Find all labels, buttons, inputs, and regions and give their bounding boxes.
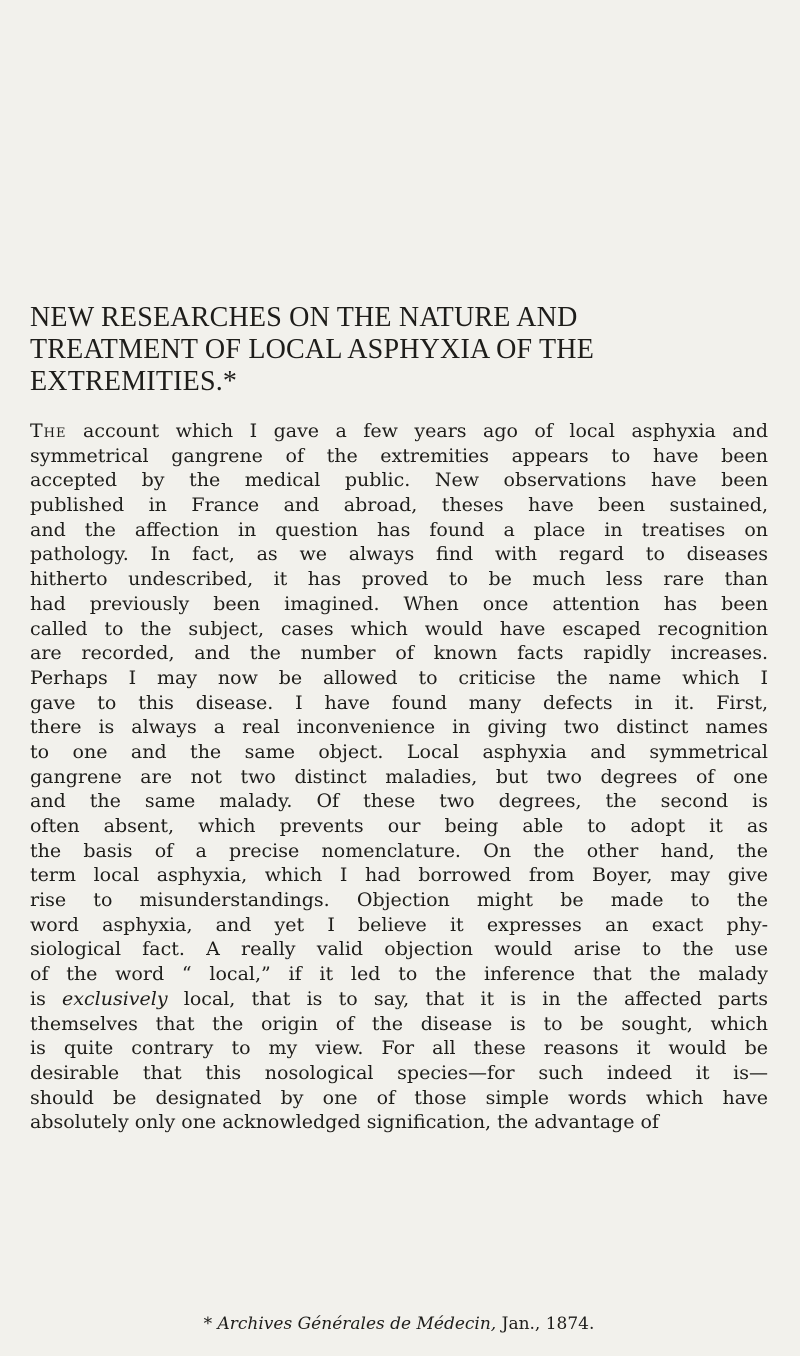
text-line: should be designated by one of those simple words which have [30, 1086, 768, 1109]
opening-word: The [30, 420, 67, 442]
text-line: gangrene are not two distinct maladies, but two degrees of one [30, 765, 768, 788]
text-line: are recorded, and the number of known facts rapidly increases. [30, 642, 768, 665]
text-line: called to the subject, cases which would have escaped recognition [30, 617, 768, 640]
text-line: often absent, which prevents our being able to adopt it as [30, 815, 768, 837]
text-line: is quite contrary to my view. For all these reasons it would be [30, 1037, 768, 1060]
text-line: pathology. In fact, as we always find with regard to diseases [30, 543, 768, 566]
text-line: hitherto undescribed, it has proved to be much less rare than [30, 568, 768, 591]
text-line: to one and the same object. Local asphyxia and symmetrical [30, 740, 768, 763]
text-line [30, 987, 768, 1012]
emphasized-word: exclusively [62, 987, 168, 1010]
text-line [30, 419, 768, 444]
text-line: absolutely only one acknowledged signification, the advantage of [30, 1111, 659, 1134]
title-line: NEW RESEARCHES ON THE NATURE AND [30, 302, 578, 333]
body-paragraph [30, 419, 768, 1135]
text-line: themselves that the origin of the disease is to be sought, which [30, 1012, 768, 1035]
text-line-start: is [30, 987, 63, 1010]
title-line: EXTREMITIES.* [30, 366, 238, 397]
text-line: word asphyxia, and yet I believe it expresses an exact phy- [30, 913, 768, 936]
text-line: accepted by the medical public. New observations have been [30, 469, 768, 492]
article-title [30, 302, 768, 398]
page [30, 0, 768, 1356]
text-line: siological fact. A really valid objection would arise to the use [30, 938, 768, 961]
footnote-marker: * [203, 1314, 213, 1334]
text-line: Perhaps I may now be allowed to criticise the name which I [30, 666, 768, 689]
footnote-source: Archives Générales de Médecin, [217, 1314, 497, 1334]
text-line-content: account which I gave a few years ago of local asphyxia and [66, 420, 768, 442]
text-line: there is always a real inconvenience in giving two distinct names [30, 716, 768, 739]
text-line: gave to this disease. I have found many defects in it. First, [30, 691, 768, 714]
text-line: symmetrical gangrene of the extremities appears to have been [30, 444, 768, 467]
text-line: desirable that this nosological species—for such indeed it is— [30, 1061, 768, 1084]
text-line-rest: local, that is to say, that it is in the affected parts [167, 987, 768, 1010]
text-line: rise to misunderstandings. Objection might be made to the [30, 889, 768, 912]
text-line: of the word “ local,” if it led to the inference that the malady [30, 963, 768, 986]
footnote [30, 1314, 768, 1334]
footnote-date: Jan., 1874. [501, 1314, 595, 1334]
title-line: TREATMENT OF LOCAL ASPHYXIA OF THE [30, 334, 594, 365]
text-line: and the affection in question has found a place in treatises on [30, 518, 768, 541]
text-line: term local asphyxia, which I had borrowed from Boyer, may give [30, 864, 768, 887]
text-line: and the same malady. Of these two degrees, the second is [30, 790, 768, 813]
text-line: the basis of a precise nomenclature. On the other hand, the [30, 839, 768, 862]
text-line: published in France and abroad, theses have been sustained, [30, 494, 768, 517]
text-line: had previously been imagined. When once attention has been [30, 592, 768, 615]
